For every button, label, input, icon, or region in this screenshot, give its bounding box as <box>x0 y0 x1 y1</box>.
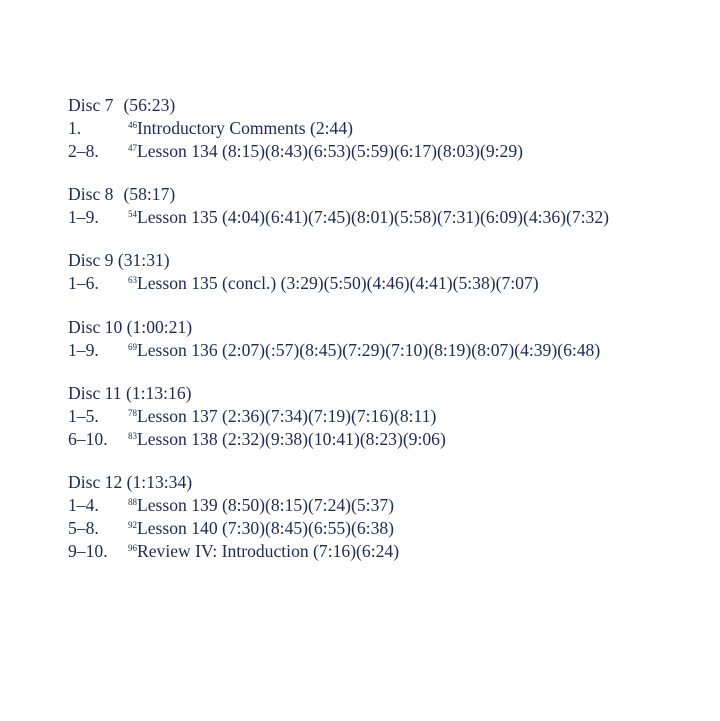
track-line <box>68 428 708 451</box>
track-line <box>68 494 708 517</box>
disc-title: Disc 11 <box>68 383 122 404</box>
track-title: Lesson 140 (7:30)(8:45)(6:55)(6:38) <box>137 517 395 538</box>
track-number: 1–6. <box>68 273 99 294</box>
track-title: Lesson 134 (8:15)(8:43)(6:53)(5:59)(6:17)(8:03)(9:29) <box>137 140 524 161</box>
disc-duration: (1:13:34) <box>126 472 193 493</box>
disc-10 <box>68 316 708 362</box>
disc-heading <box>68 471 708 494</box>
track-number: 2–8. <box>68 140 99 161</box>
disc-heading <box>68 183 708 206</box>
track-title: Review IV: Introduction (7:16)(6:24) <box>137 540 400 561</box>
track-line <box>68 117 708 140</box>
footnote-ref: 96 <box>128 542 137 553</box>
track-line <box>68 206 708 229</box>
track-number: 1–9. <box>68 207 99 228</box>
track-title: Lesson 137 (2:36)(7:34)(7:19)(7:16)(8:11) <box>137 405 437 426</box>
track-number: 5–8. <box>68 517 99 538</box>
disc-duration: (56:23) <box>123 95 176 115</box>
track-line <box>68 540 708 563</box>
disc-7 <box>68 94 708 163</box>
track-line <box>68 405 708 428</box>
track-number: 1–4. <box>68 495 99 516</box>
disc-title: Disc 12 <box>68 472 123 493</box>
track-title: Lesson 139 (8:50)(8:15)(7:24)(5:37) <box>137 495 395 516</box>
disc-9 <box>68 249 708 295</box>
disc-duration: (1:00:21) <box>126 316 193 337</box>
disc-duration: (1:13:16) <box>126 383 192 404</box>
track-line <box>68 517 708 540</box>
disc-title: Disc 8 <box>68 184 114 205</box>
disc-11 <box>68 382 708 451</box>
disc-title: Disc 10 <box>68 316 123 337</box>
footnote-ref: 92 <box>128 519 137 530</box>
disc-heading <box>68 316 708 339</box>
track-listing <box>68 94 708 583</box>
disc-8 <box>68 183 708 229</box>
disc-12 <box>68 471 708 563</box>
track-number: 1–5. <box>68 405 99 426</box>
track-number: 9–10. <box>68 540 108 561</box>
track-title: Introductory Comments (2:44) <box>137 117 353 138</box>
track-number: 6–10. <box>68 428 108 449</box>
footnote-ref: 46 <box>128 119 137 130</box>
disc-title: Disc 9 <box>68 250 114 271</box>
footnote-ref: 47 <box>128 142 137 153</box>
disc-heading <box>68 382 708 405</box>
track-line <box>68 339 708 362</box>
disc-duration: (31:31) <box>117 250 170 271</box>
track-title: Lesson 135 (concl.) (3:29)(5:50)(4:46)(4:41)(5:38)(7:07) <box>137 273 539 294</box>
disc-duration: (58:17) <box>123 184 176 205</box>
disc-heading <box>68 94 708 117</box>
track-title: Lesson 138 (2:32)(9:38)(10:41)(8:23)(9:06) <box>137 428 446 449</box>
footnote-ref: 63 <box>128 275 137 286</box>
track-title: Lesson 135 (4:04)(6:41)(7:45)(8:01)(5:58)(7:31)(6:09)(4:36)(7:32) <box>137 207 609 228</box>
track-line <box>68 140 708 163</box>
footnote-ref: 78 <box>128 407 137 418</box>
track-number: 1–9. <box>68 339 99 360</box>
track-line <box>68 272 708 295</box>
footnote-ref: 88 <box>128 497 137 508</box>
footnote-ref: 69 <box>128 341 137 352</box>
track-number: 1. <box>68 117 82 138</box>
footnote-ref: 83 <box>128 430 137 441</box>
footnote-ref: 54 <box>128 209 137 220</box>
disc-heading <box>68 249 708 272</box>
track-title: Lesson 136 (2:07)(:57)(8:45)(7:29)(7:10)(8:19)(8:07)(4:39)(6:48) <box>137 339 601 360</box>
disc-title: Disc 7 <box>68 95 114 115</box>
